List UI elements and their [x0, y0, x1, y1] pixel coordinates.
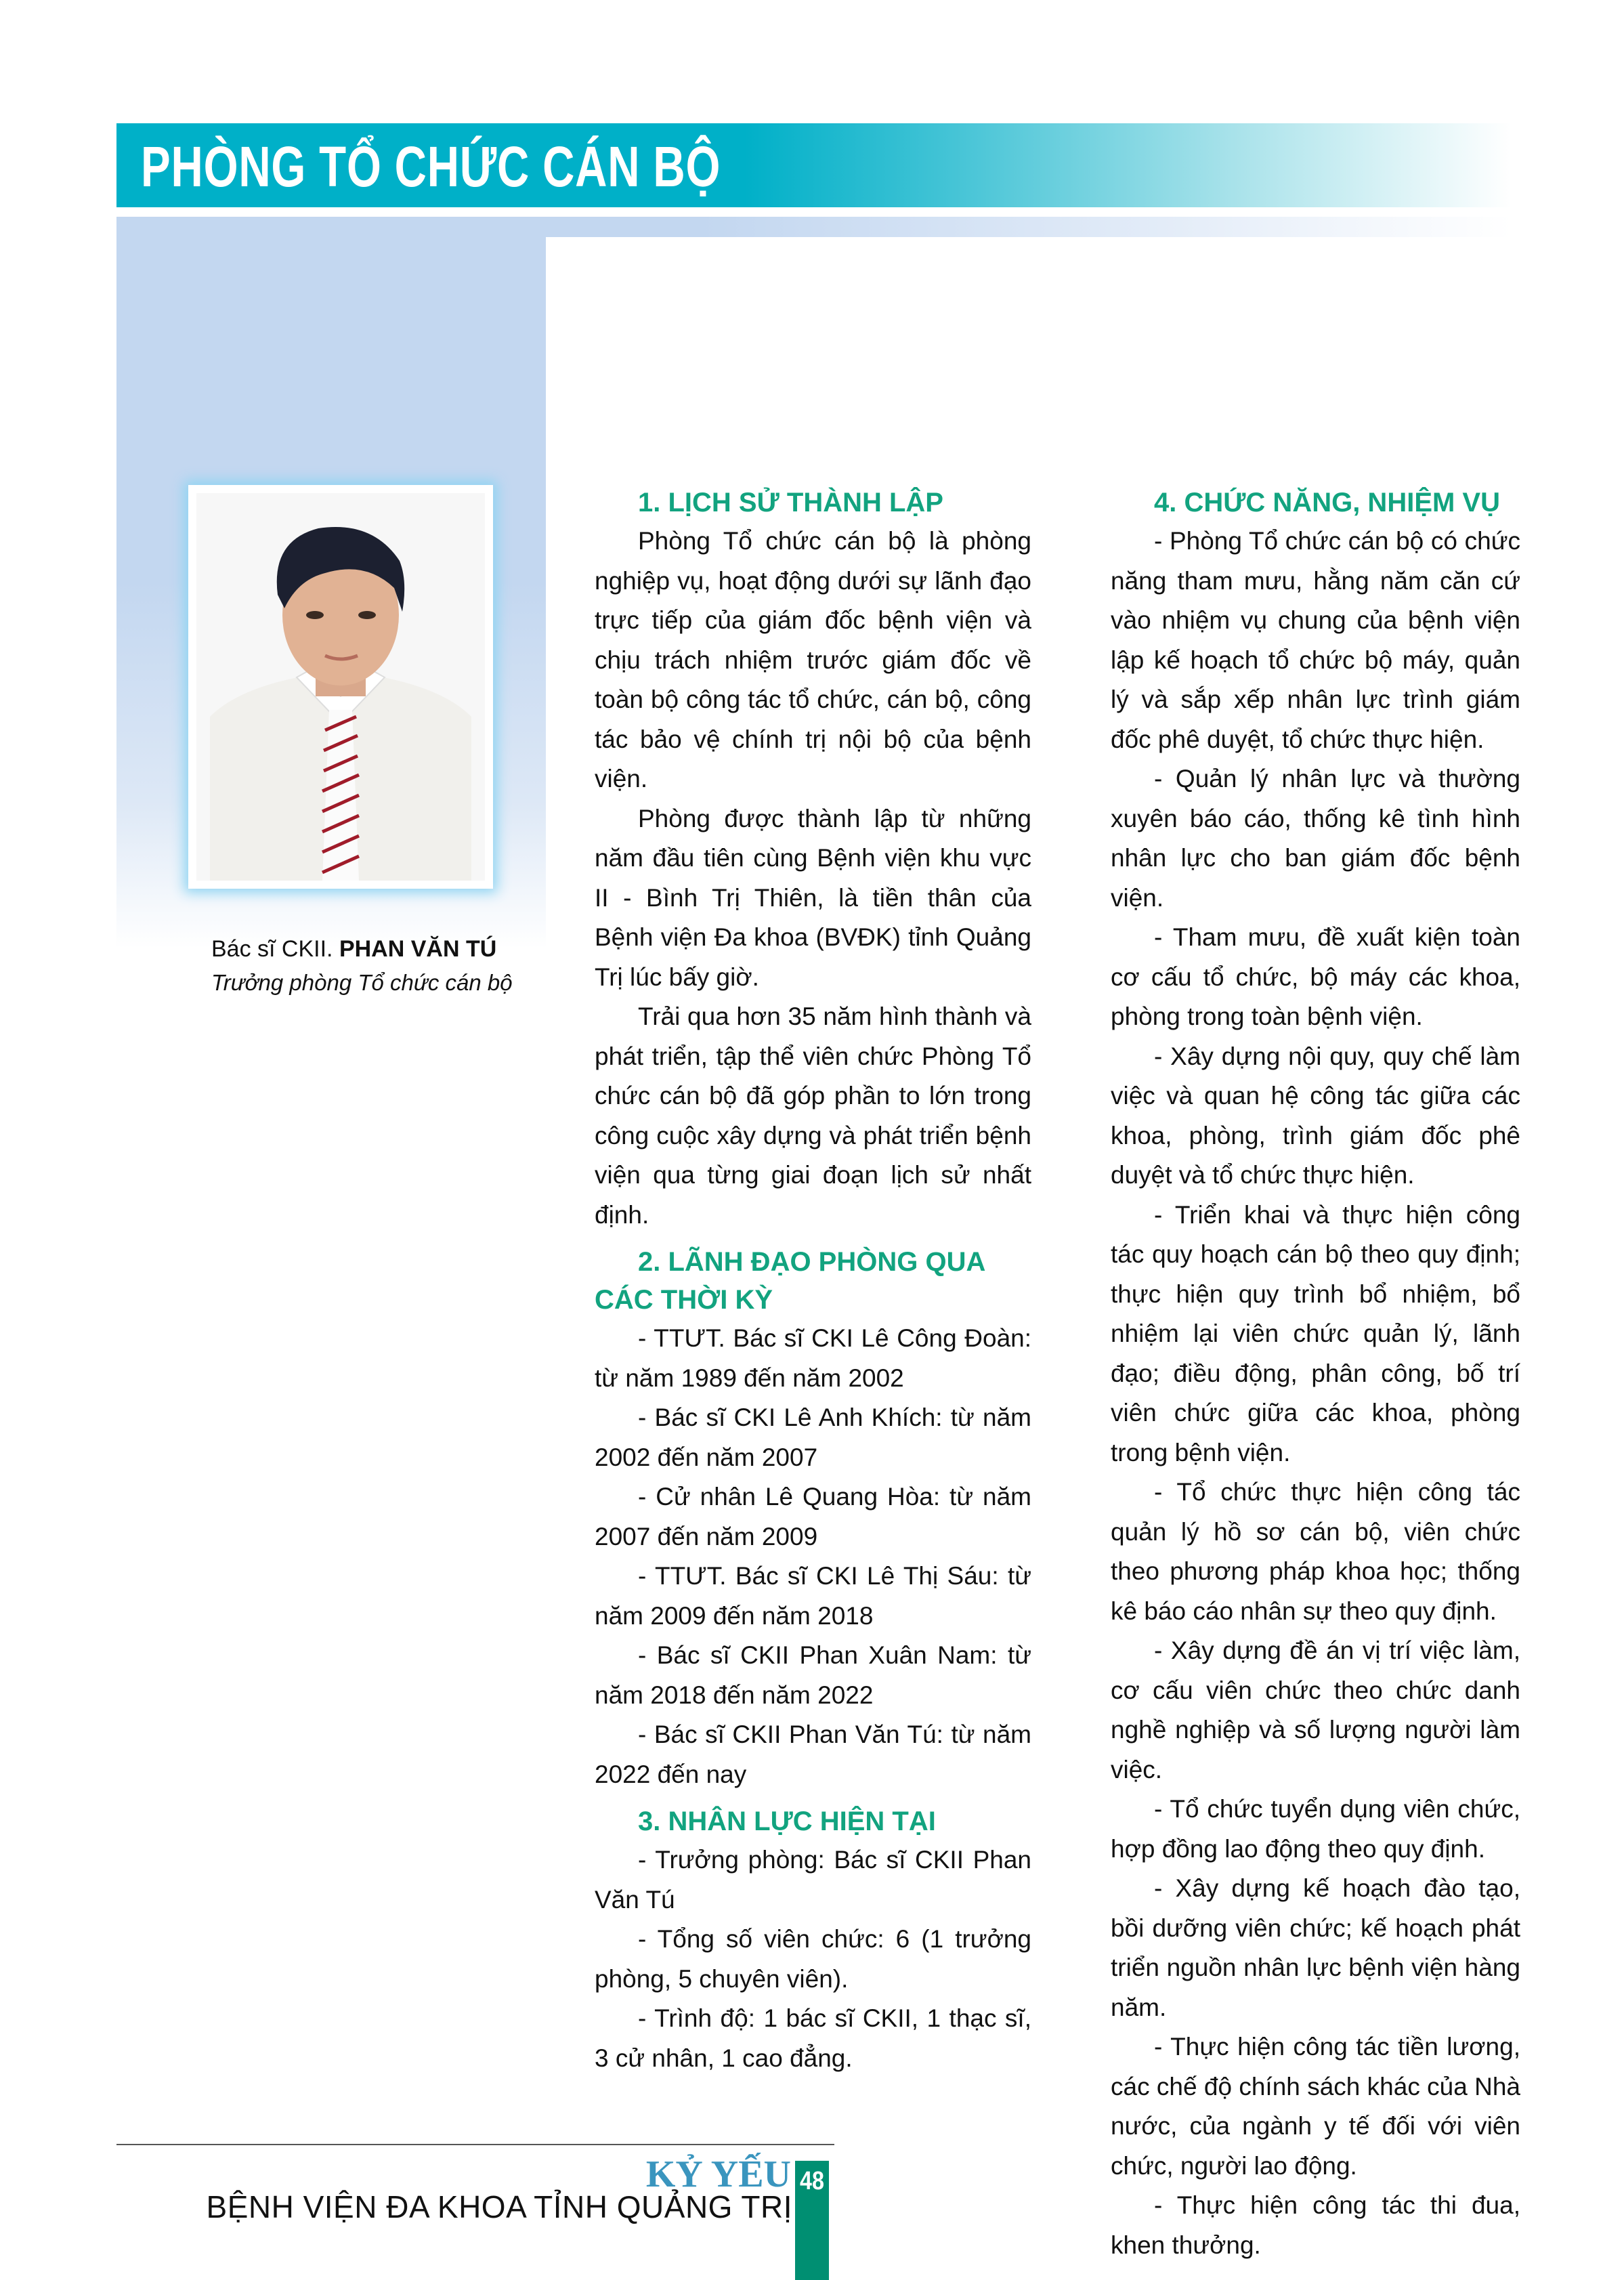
footer-kyyeu: KỶ YẾU	[645, 2153, 791, 2195]
portrait-photo	[196, 493, 485, 881]
column-right	[1111, 484, 1520, 2265]
list-item: - Tổ chức thực hiện công tác quản lý hồ sơ cán bộ, viên chức theo phương pháp khoa học; thống kê báo cáo nhân sự theo quy định.	[1111, 1478, 1520, 1625]
portrait-frame	[188, 485, 493, 889]
title-band	[116, 123, 1512, 207]
list-item: - Tổ chức tuyển dụng viên chức, hợp đồng lao động theo quy định.	[1111, 1795, 1520, 1863]
list-item: - Tham mưu, đề xuất kiện toàn cơ cấu tổ chức, bộ máy các khoa, phòng trong toàn bệnh viện.	[1111, 923, 1520, 1030]
list-item: - Xây dựng nội quy, quy chế làm việc và quan hệ công tác giữa các khoa, phòng, trình giám đốc phê duyệt và tổ chức thực hiện.	[1111, 1042, 1520, 1189]
column-left	[595, 484, 1031, 2078]
section-heading-4: 4. CHỨC NĂNG, NHIỆM VỤ	[1154, 488, 1500, 518]
profile-position: Trưởng phòng Tổ chức cán bộ	[211, 970, 513, 995]
paragraph: Phòng được thành lập từ những năm đầu tiên cùng Bệnh viện khu vực II - Bình Trị Thiên, là tiền thân của Bệnh viện Đa khoa (BVĐK) tỉnh Quảng Trị lúc bấy giờ.	[595, 804, 1031, 991]
content-background	[546, 237, 1562, 440]
section-heading-1: 1. LỊCH SỬ THÀNH LẬP	[638, 488, 943, 518]
list-item: - Thực hiện công tác thi đua, khen thưởng.	[1111, 2191, 1520, 2259]
footer-divider	[116, 2144, 834, 2145]
list-item: - Triển khai và thực hiện công tác quy hoạch cán bộ theo quy định; thực hiện quy trình bổ nhiệm, bổ nhiệm lại viên chức quản lý, lãnh đạo; điều động, phân công, bố trí viên chức giữa các khoa, phòng trong bệnh viện.	[1111, 1200, 1520, 1466]
profile-caption	[211, 932, 536, 1000]
paragraph: Phòng Tổ chức cán bộ là phòng nghiệp vụ, hoạt động dưới sự lãnh đạo trực tiếp của giám đốc bệnh viện và chịu trách nhiệm trước giám đốc về toàn bộ công tác tổ chức, cán bộ, công tác bảo vệ chính trị nội bộ của bệnh viện.	[595, 527, 1031, 793]
list-item: - Phòng Tổ chức cán bộ có chức năng tham mưu, hằng năm căn cứ vào nhiệm vụ chung của bệnh viện lập kế hoạch tổ chức bộ máy, quản lý và sắp xếp nhân lực trình giám đốc phê duyệt, tổ chức thực hiện.	[1111, 527, 1520, 753]
profile-title-line	[211, 932, 536, 966]
list-item: - Bác sĩ CKII Phan Văn Tú: từ năm 2022 đến nay	[595, 1720, 1031, 1788]
list-item: - Trình độ: 1 bác sĩ CKII, 1 thạc sĩ, 3 cử nhân, 1 cao đẳng.	[595, 2004, 1031, 2072]
list-item: - Xây dựng đề án vị trí việc làm, cơ cấu viên chức theo chức danh nghề nghiệp và số lượng người làm việc.	[1111, 1637, 1520, 1783]
person-portrait-icon	[196, 493, 485, 881]
footer-hospital-name: BỆNH VIỆN ĐA KHOA TỈNH QUẢNG TRỊ	[206, 2189, 792, 2224]
list-item: - TTƯT. Bác sĩ CKI Lê Thị Sáu: từ năm 2009 đến năm 2018	[595, 1562, 1031, 1630]
profile-prefix: Bác sĩ CKII.	[211, 936, 339, 962]
list-item: - Bác sĩ CKI Lê Anh Khích: từ năm 2002 đến năm 2007	[595, 1403, 1031, 1471]
section-heading-2: 2. LÃNH ĐẠO PHÒNG QUA CÁC THỜI KỲ	[595, 1247, 985, 1315]
list-item: - Cử nhân Lê Quang Hòa: từ năm 2007 đến năm 2009	[595, 1483, 1031, 1550]
list-item: - TTƯT. Bác sĩ CKI Lê Công Đoàn: từ năm 1989 đến năm 2002	[595, 1324, 1031, 1392]
page-number: 48	[800, 2167, 824, 2195]
list-item: - Bác sĩ CKII Phan Xuân Nam: từ năm 2018 đến năm 2022	[595, 1641, 1031, 1709]
list-item: - Xây dựng kế hoạch đào tạo, bồi dưỡng viên chức; kế hoạch phát triển nguồn nhân lực bệnh viện hàng năm.	[1111, 1874, 1520, 2021]
list-item: - Quản lý nhân lực và thường xuyên báo cáo, thống kê tình hình nhân lực cho ban giám đốc bệnh viện.	[1111, 765, 1520, 912]
list-item: - Tổng số viên chức: 6 (1 trưởng phòng, 5 chuyên viên).	[595, 1925, 1031, 1993]
list-item: - Trưởng phòng: Bác sĩ CKII Phan Văn Tú	[595, 1846, 1031, 1914]
page-number-tab	[795, 2161, 829, 2280]
page-title: PHÒNG TỔ CHỨC CÁN BỘ	[141, 135, 721, 198]
paragraph: Trải qua hơn 35 năm hình thành và phát triển, tập thể viên chức Phòng Tổ chức cán bộ đã góp phần to lớn trong công cuộc xây dựng và phát triển bệnh viện qua từng giai đoạn lịch sử nhất định.	[595, 1002, 1031, 1229]
list-item: - Thực hiện công tác tiền lương, các chế độ chính sách khác của Nhà nước, của ngành y tế đối với viên chức, người lao động.	[1111, 2033, 1520, 2180]
section-heading-3: 3. NHÂN LỰC HIỆN TẠI	[638, 1807, 936, 1836]
profile-name: PHAN VĂN TÚ	[339, 936, 497, 962]
